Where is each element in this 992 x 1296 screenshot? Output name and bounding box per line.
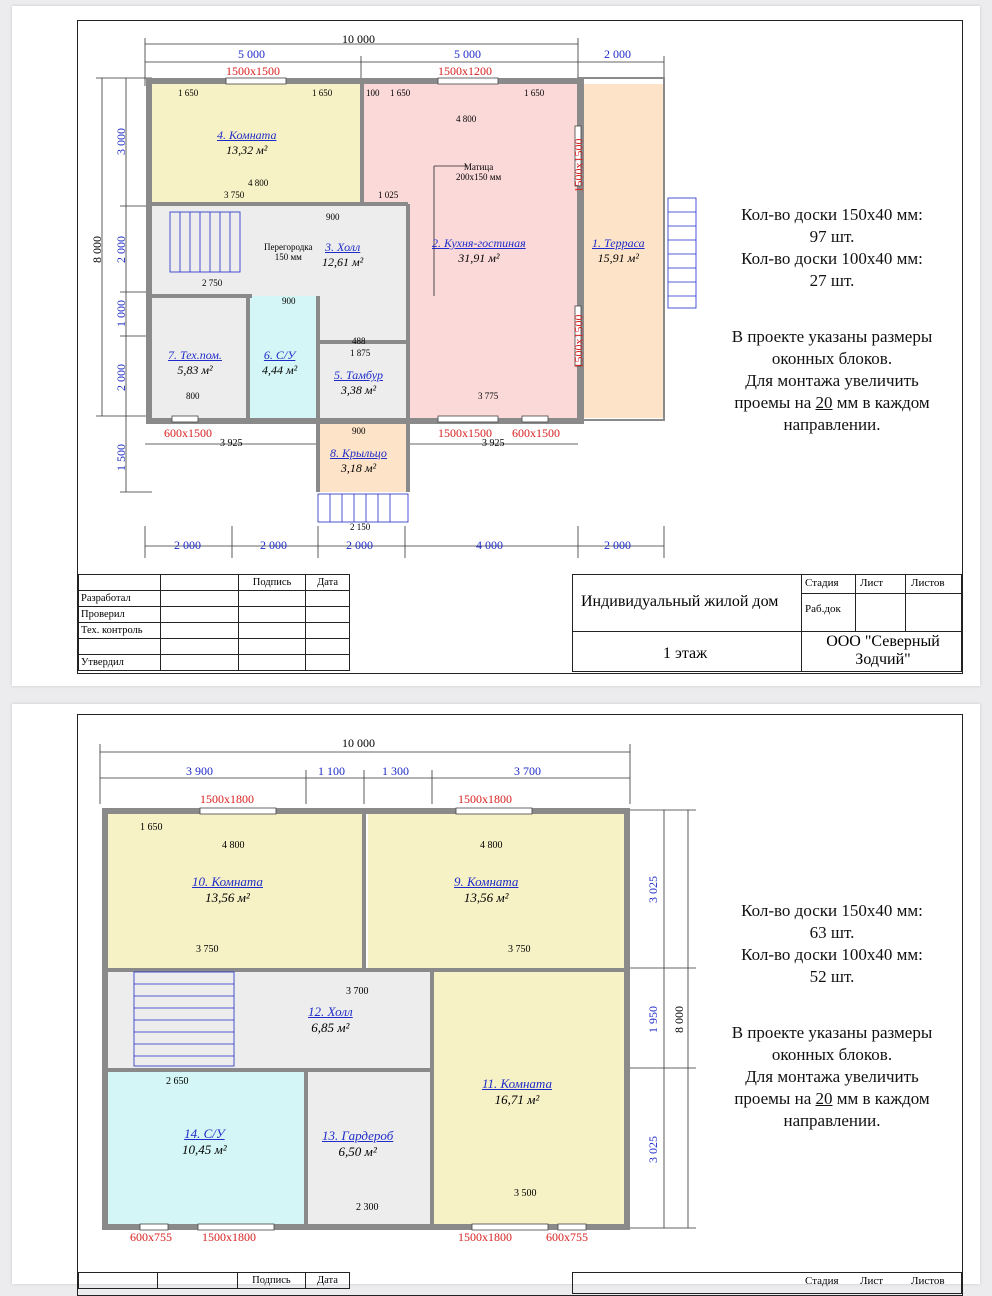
stamp-block: [572, 574, 962, 672]
sheet-header: Лист: [860, 1275, 884, 1287]
room-label: [334, 368, 383, 398]
inner-dim: 1 650: [178, 88, 199, 98]
note-line: 63 шт.: [809, 923, 855, 942]
inner-dim: 4 800: [456, 114, 477, 124]
note-text: проемы на: [734, 393, 812, 412]
inner-dim: 900: [352, 426, 366, 436]
dim-left-overall: 8 000: [90, 236, 104, 263]
notes-block: [712, 900, 952, 1132]
room-area: 4,44 м²: [262, 363, 298, 377]
stage-value: Раб.док: [805, 603, 841, 615]
room-label: [308, 1004, 353, 1036]
room-area: 15,91 м²: [597, 251, 639, 265]
room-name[interactable]: 7. Тех.пом.: [168, 348, 222, 362]
inner-dim: 2 300: [356, 1202, 379, 1213]
note-value: 20: [815, 393, 833, 412]
dim-bottom-5: 2 000: [604, 538, 631, 552]
note-line: В проекте указаны размеры: [731, 1023, 933, 1042]
window-label: 600x755: [546, 1230, 588, 1244]
row-label: Проверил: [79, 607, 161, 623]
dim-overall-width: 10 000: [342, 32, 375, 46]
row-label: Разработал: [79, 591, 161, 607]
stage-header: Стадия: [805, 577, 839, 589]
room-name[interactable]: 4. Комната: [217, 128, 277, 142]
row-label: [79, 639, 161, 655]
notes-block: [712, 204, 952, 436]
room-label: [592, 236, 645, 266]
inner-dim: 3 750: [224, 190, 245, 200]
inner-dim: 1 025: [378, 190, 399, 200]
dim-right-3: 3 025: [646, 1136, 660, 1163]
dim-right-1: 3 025: [646, 876, 660, 903]
note-line: Для монтажа увеличить: [745, 371, 919, 390]
row-label: Тех. контроль: [79, 623, 161, 639]
note-line: Кол-во доски 100х40 мм:: [741, 945, 923, 964]
window-label: 600x755: [130, 1230, 172, 1244]
dim-bottom-total: 3 925: [482, 438, 505, 449]
room-name[interactable]: 13. Гардероб: [322, 1128, 394, 1143]
window-label: 600x1500: [164, 426, 212, 440]
note-line: оконных блоков.: [771, 349, 893, 368]
inner-dim: 1 650: [312, 88, 333, 98]
dim-top-4: 3 700: [514, 764, 541, 778]
company-name: ООО "Северный Зодчий": [826, 633, 940, 668]
room-label: [168, 348, 222, 378]
window-label: 1500x1800: [458, 1230, 512, 1244]
inner-dim: 2 650: [166, 1076, 189, 1087]
dim-bottom-4: 4 000: [476, 538, 503, 552]
inner-dim: 1 650: [390, 88, 411, 98]
note-text: проемы на: [734, 1089, 812, 1108]
inner-dim: 1 650: [140, 822, 163, 833]
room-name[interactable]: 2. Кухня-гостиная: [432, 236, 526, 250]
date-header: Дата: [305, 1273, 349, 1289]
room-name[interactable]: 6. С/У: [263, 348, 296, 362]
partition-text: Перегородка: [264, 242, 313, 252]
room-name[interactable]: 11. Комната: [482, 1076, 552, 1091]
dim-left-5: 1 500: [114, 444, 128, 471]
window-label: 1500x1500: [571, 138, 586, 193]
dim-top-1: 3 900: [186, 764, 213, 778]
room-name[interactable]: 9. Комната: [454, 874, 519, 889]
dim-top-3: 2 000: [604, 47, 631, 61]
room-area: 13,56 м²: [463, 890, 509, 905]
room-name[interactable]: 5. Тамбур: [334, 368, 383, 382]
beam-label: [456, 162, 501, 182]
room-label: [322, 240, 363, 270]
inner-dim: 2 150: [350, 522, 371, 532]
room-name[interactable]: 10. Комната: [192, 874, 263, 889]
note-line: Кол-во доски 150х40 мм:: [741, 205, 923, 224]
signature-table: [78, 1272, 350, 1289]
note-line: 52 шт.: [809, 967, 855, 986]
stamp-block: [572, 1272, 962, 1294]
note-text: мм в каждом: [836, 1089, 930, 1108]
window-label: 1500x1800: [458, 792, 512, 806]
window-label: 1500x1500: [571, 314, 586, 369]
window-label: 1500x1800: [202, 1230, 256, 1244]
inner-dim: 1 650: [524, 88, 545, 98]
room-label: [482, 1076, 552, 1108]
sheets-header: Листов: [911, 1275, 945, 1287]
dim-right-overall: 8 000: [672, 1006, 686, 1033]
date-header: Дата: [306, 575, 350, 591]
dim-left-1: 3 000: [114, 128, 128, 155]
partition-size: 150 мм: [274, 252, 302, 262]
inner-dim: 3 775: [478, 391, 499, 401]
room-name[interactable]: 12. Холл: [308, 1004, 353, 1019]
room-name[interactable]: 3. Холл: [325, 240, 361, 254]
window-label: 1500x1500: [438, 426, 492, 440]
project-name: Индивидуальный жилой дом: [581, 593, 779, 610]
dim-left-4: 2 000: [114, 364, 128, 391]
note-line: [712, 392, 952, 414]
inner-dim: 100: [366, 88, 380, 98]
room-area: 12,61 м²: [322, 255, 364, 269]
room-area: 3,18 м²: [340, 461, 377, 475]
inner-dim: 4 800: [222, 840, 245, 851]
sign-header: Подпись: [237, 1273, 305, 1289]
note-line: Для монтажа увеличить: [745, 1067, 919, 1086]
inner-dim: 900: [326, 212, 340, 222]
room-label: [192, 874, 263, 906]
dim-top-2: 1 100: [318, 764, 345, 778]
inner-dim: 900: [282, 296, 296, 306]
dim-bottom-3: 2 000: [346, 538, 373, 552]
note-line: 27 шт.: [809, 271, 855, 290]
note-line: В проекте указаны размеры: [731, 327, 933, 346]
note-line: оконных блоков.: [771, 1045, 893, 1064]
room-name[interactable]: 14. С/У: [184, 1126, 225, 1141]
dim-bottom-total: 3 925: [220, 438, 243, 449]
sheet-name: 1 этаж: [663, 645, 708, 662]
room-label: [432, 236, 526, 266]
dim-bottom-1: 2 000: [174, 538, 201, 552]
room-label: [454, 874, 518, 906]
dim-top-1: 5 000: [238, 47, 265, 61]
partition-label: [264, 242, 313, 262]
signature-table: [78, 574, 350, 671]
window-label: 1500x1200: [438, 64, 492, 78]
dim-left-2: 2 000: [114, 236, 128, 263]
note-text: мм в каждом: [836, 393, 930, 412]
inner-dim: 800: [186, 391, 200, 401]
inner-dim: 4 800: [480, 840, 503, 851]
beam-size: 200x150 мм: [456, 172, 502, 182]
dim-top-3: 1 300: [382, 764, 409, 778]
window-label: 1500x1500: [226, 64, 280, 78]
inner-dim: 3 700: [346, 986, 369, 997]
room-label: [322, 1128, 393, 1160]
room-label: [262, 348, 297, 378]
stage-header: Стадия: [805, 1275, 839, 1287]
inner-dim: 3 750: [196, 944, 219, 955]
room-area: 31,91 м²: [458, 251, 500, 265]
room-area: 10,45 м²: [182, 1142, 227, 1157]
sign-header: Подпись: [238, 575, 305, 591]
room-label: [217, 128, 276, 158]
note-line: Кол-во доски 150х40 мм:: [741, 901, 923, 920]
note-line: [712, 1088, 952, 1110]
room-area: 6,85 м²: [311, 1020, 350, 1035]
note-line: Кол-во доски 100х40 мм:: [741, 249, 923, 268]
inner-dim: 4 800: [248, 178, 269, 188]
note-line: направлении.: [783, 415, 881, 434]
room-area: 13,32 м²: [226, 143, 268, 157]
dim-left-3: 1 000: [114, 300, 128, 327]
window-label: 600x1500: [512, 426, 560, 440]
note-line: направлении.: [783, 1111, 881, 1130]
dim-top-2: 5 000: [454, 47, 481, 61]
floor-plan-sheet-2: [12, 704, 980, 1287]
dim-overall-width: 10 000: [342, 736, 375, 750]
room-name[interactable]: 8. Крыльцо: [330, 446, 387, 460]
beam-text: Матица: [463, 162, 494, 172]
room-area: 3,38 м²: [340, 383, 377, 397]
inner-dim: 488: [352, 336, 366, 346]
room-area: 13,56 м²: [205, 890, 250, 905]
inner-dim: 3 750: [508, 944, 531, 955]
note-line: 97 шт.: [809, 227, 855, 246]
room-name[interactable]: 1. Терраса: [592, 236, 645, 250]
sheets-header: Листов: [911, 577, 945, 589]
inner-dim: 3 500: [514, 1188, 537, 1199]
row-label: Утвердил: [79, 655, 161, 671]
dim-right-2: 1 950: [646, 1006, 660, 1033]
inner-dim: 1 875: [350, 348, 371, 358]
dim-bottom-2: 2 000: [260, 538, 287, 552]
floor-plan-sheet-1: [12, 6, 980, 686]
note-value: 20: [815, 1089, 833, 1108]
room-area: 6,50 м²: [338, 1144, 377, 1159]
window-label: 1500x1800: [200, 792, 254, 806]
room-label: [182, 1126, 227, 1158]
inner-dim: 2 750: [202, 278, 223, 288]
room-label: [330, 446, 387, 476]
room-area: 16,71 м²: [494, 1092, 540, 1107]
sheet-header: Лист: [860, 577, 884, 589]
room-area: 5,83 м²: [177, 363, 213, 377]
